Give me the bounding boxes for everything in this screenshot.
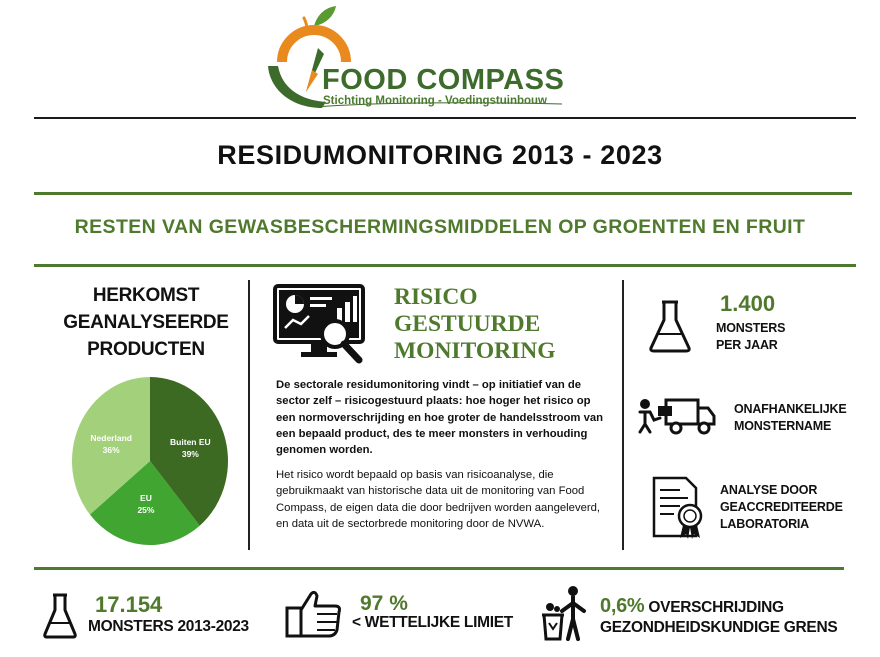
- exceedance-line-2: GEZONDHEIDSKUNDIGE GRENS: [600, 619, 838, 636]
- samples-per-year-label: [716, 320, 785, 354]
- title-divider: [34, 192, 852, 195]
- risico-paragraph-1: De sectorale residumonitoring vindt – op initiatief van de sector zelf – risicogestuurd plaats: hoe hoger het risico op een normoverschrijding en hoe groter de handelsstroom van een bepaald product, des te meer monsters in verhouding genomen worden.: [276, 379, 604, 457]
- pie-value-nederland: 36%: [102, 445, 120, 456]
- certificate-icon: [650, 476, 710, 540]
- brand-tagline: Stichting Monitoring - Voedingstuinbouw: [323, 95, 547, 107]
- header-divider: [34, 117, 856, 119]
- accredited-labs-line-2: GEACCREDITEERDE: [720, 500, 843, 514]
- risico-paragraph-2: Het risico wordt bepaald op basis van risicoanalyse, die gebruikmaakt van historische data uit de monitoring van Food Compass, de eigen data die door bedrijven worden aangeleverd, en data uit de sectorbrede monitoring door de NVWA.: [276, 469, 601, 530]
- samples-per-year-line-1: MONSTERS: [716, 321, 786, 335]
- exceedance-suffix: OVERSCHRIJDING: [648, 599, 784, 616]
- bottom-divider: [34, 567, 844, 570]
- risico-line-2: GESTUURDE: [394, 311, 541, 337]
- delivery-truck-icon: [636, 396, 716, 436]
- risico-heading: [394, 284, 555, 365]
- samples-per-year-number: 1.400: [720, 291, 776, 316]
- accredited-labs-line-3: LABORATORIA: [720, 517, 809, 531]
- pie-value-eu: 25%: [137, 504, 155, 515]
- below-limit-label: < WETTELIJKE LIMIET: [352, 614, 513, 631]
- accredited-labs-line-1: ANALYSE DOOR: [720, 483, 818, 497]
- total-samples-label: MONSTERS 2013-2023: [88, 618, 249, 635]
- independent-sampling-line-1: ONAFHANKELIJKE: [734, 402, 847, 416]
- herkomst-line-3: PRODUCTEN: [87, 339, 205, 360]
- page-title: RESIDUMONITORING 2013 - 2023: [217, 140, 663, 170]
- accredited-labs-label: [720, 482, 843, 533]
- flask-icon: [648, 298, 692, 354]
- risico-line-3: MONITORING: [394, 338, 556, 364]
- subtitle-divider: [34, 264, 856, 267]
- thumbs-up-icon: [285, 590, 345, 638]
- pie-label-nederland: Nederland: [90, 433, 132, 444]
- pie-label-eu: EU: [140, 492, 152, 503]
- pie-label-buiten-eu: Buiten EU: [170, 436, 211, 447]
- herkomst-line-2: GEANALYSEERDE: [63, 312, 229, 333]
- herkomst-heading: [32, 282, 260, 363]
- person-recycle-bin-icon: [540, 585, 590, 641]
- page-subtitle: RESTEN VAN GEWASBESCHERMINGSMIDDELEN OP GROENTEN EN FRUIT: [74, 216, 806, 238]
- monitor-analytics-icon: [273, 284, 373, 366]
- independent-sampling-line-2: MONSTERNAME: [734, 419, 832, 433]
- independent-sampling-label: [734, 401, 846, 435]
- pie-value-buiten-eu: 39%: [181, 448, 199, 459]
- flask-icon: [42, 592, 78, 640]
- risico-line-1: RISICO: [394, 284, 478, 310]
- origin-pie-chart: [70, 375, 230, 547]
- samples-per-year-line-2: PER JAAR: [716, 338, 778, 352]
- brand-name: FOOD COMPASS: [322, 64, 565, 96]
- exceedance-number: 0,6%: [600, 595, 645, 617]
- herkomst-line-1: HERKOMST: [92, 285, 200, 306]
- exceedance-line-1: [600, 595, 784, 618]
- below-limit-number: 97 %: [360, 592, 408, 615]
- column-divider-right: [622, 280, 624, 550]
- total-samples-number: 17.154: [95, 592, 163, 617]
